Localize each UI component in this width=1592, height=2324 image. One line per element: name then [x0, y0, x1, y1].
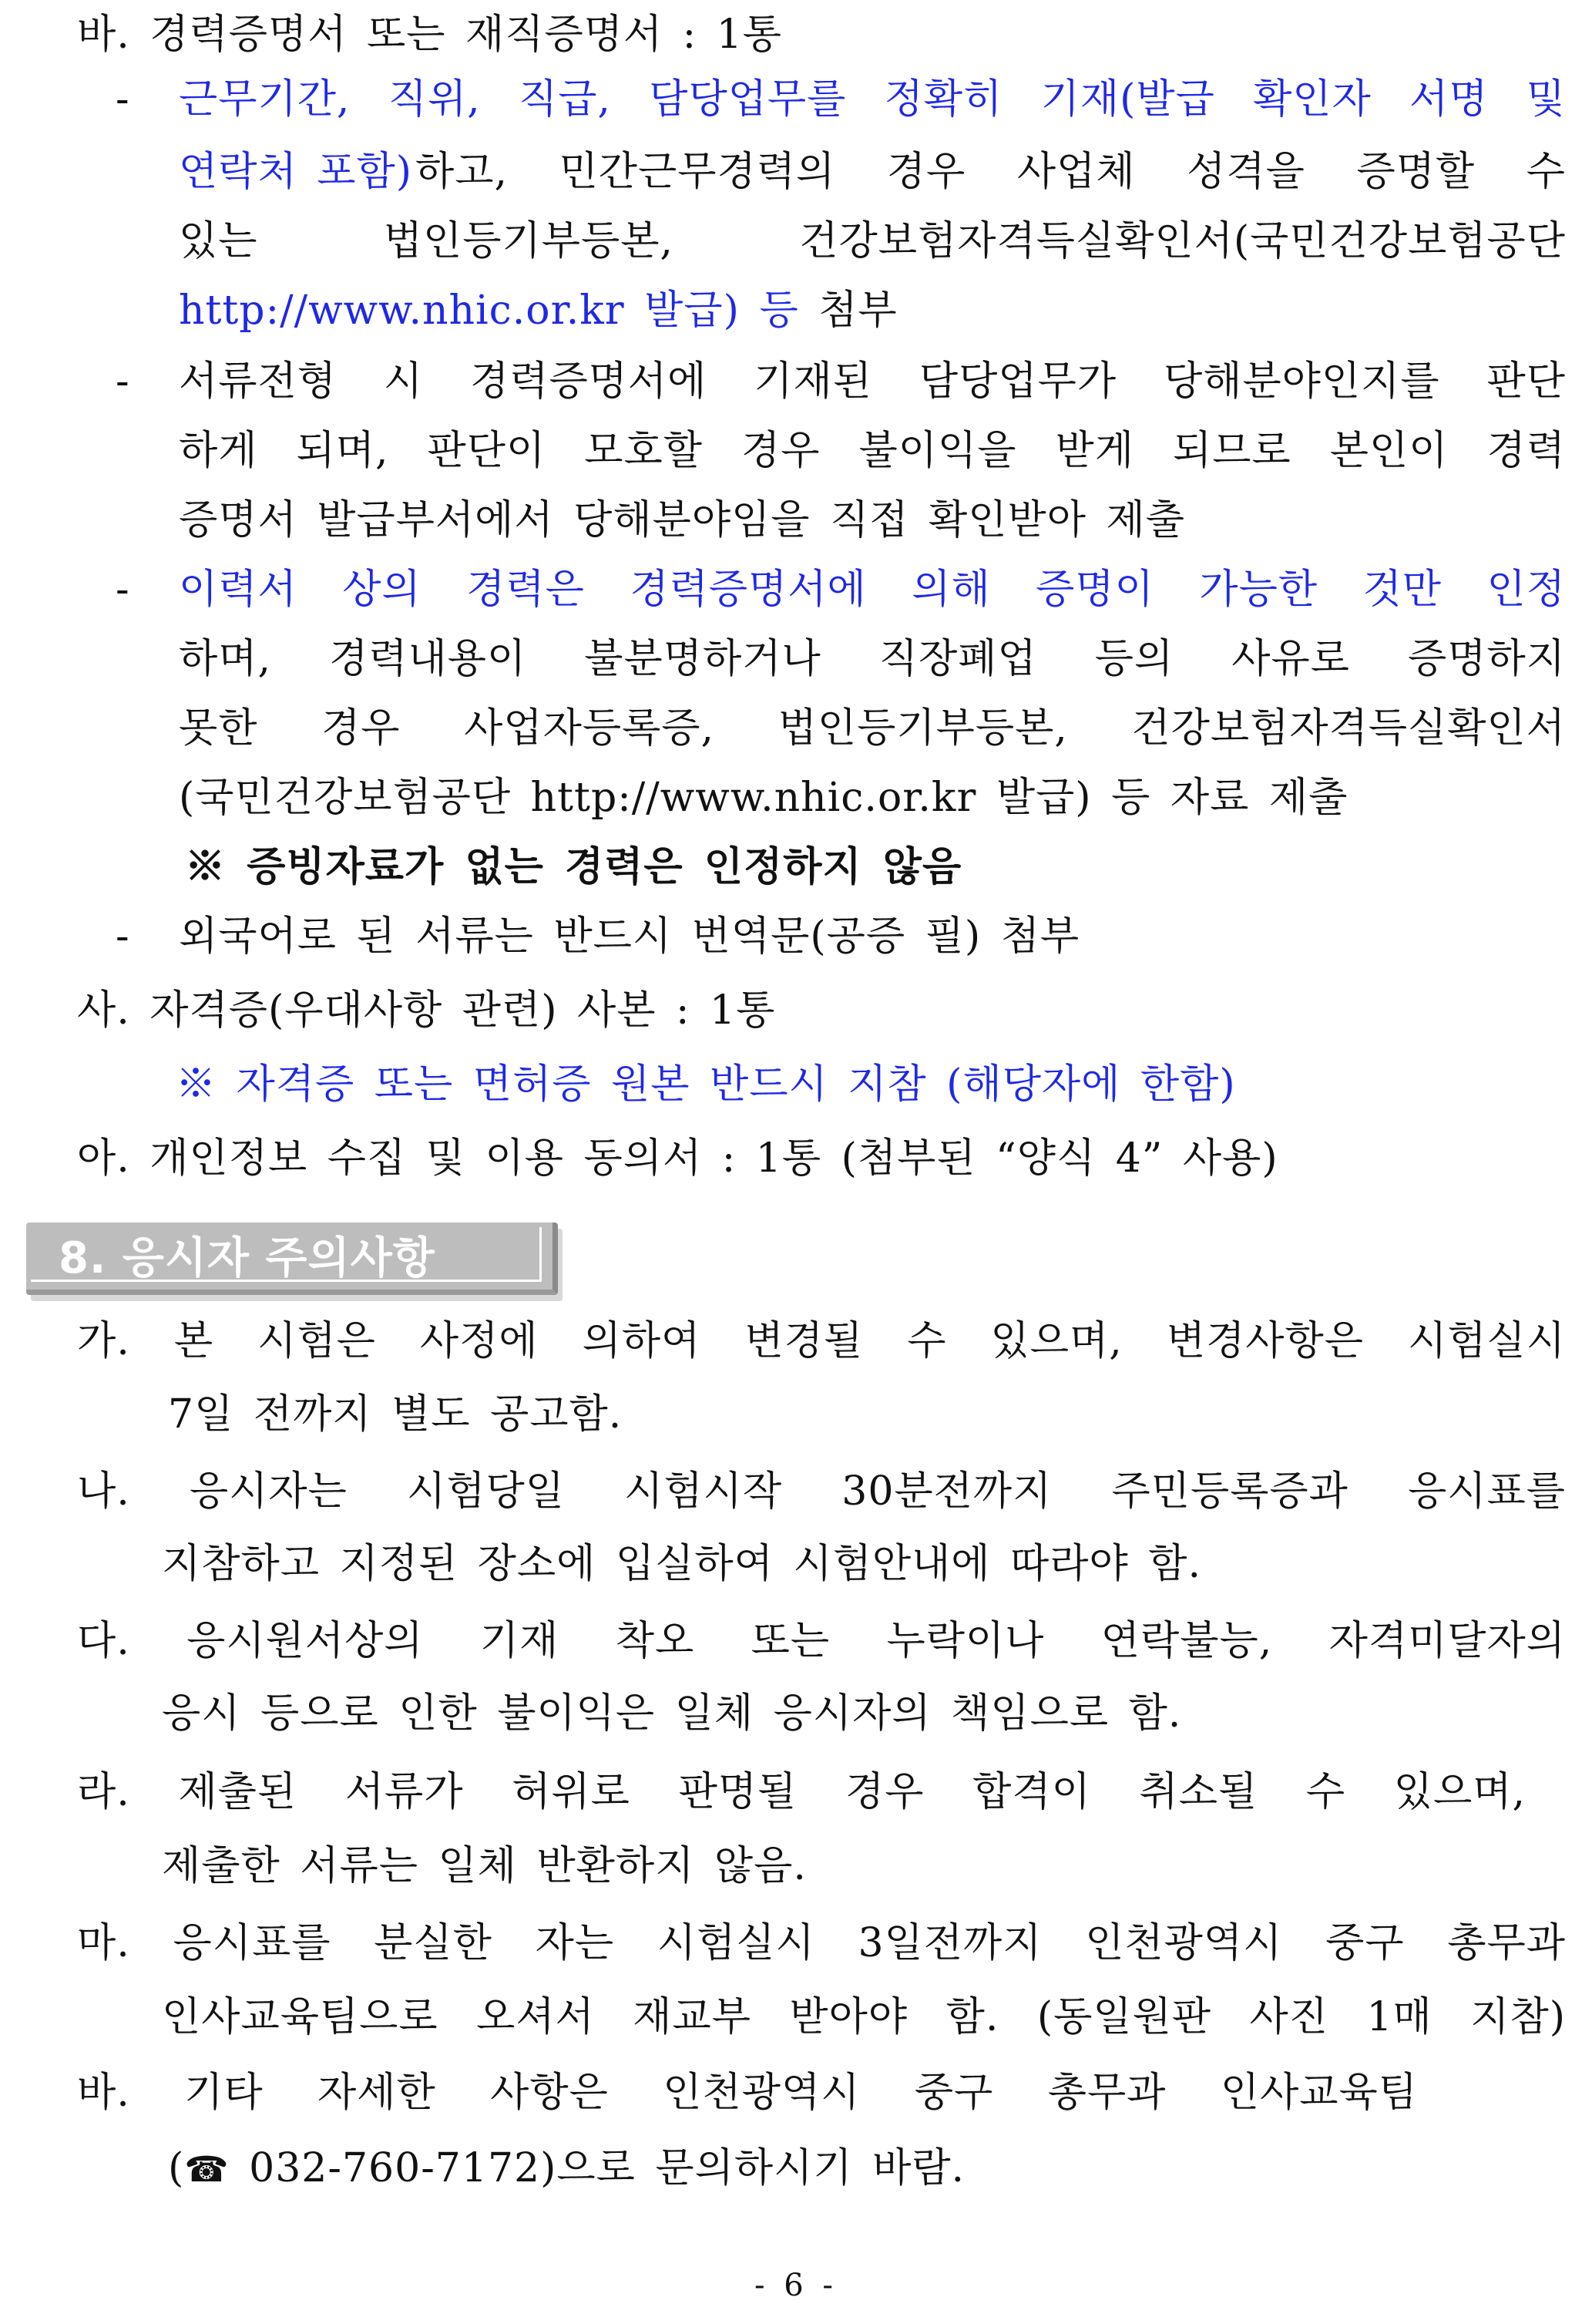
item-da-line-1: 다. 응시원서상의 기재 착오 또는 누락이나 연락불능, 자격미달자의	[77, 1618, 1566, 1664]
bullet-dash: -	[116, 76, 130, 123]
item-ba-certificate: 바. 경력증명서 또는 재직증명서 : 1통	[77, 12, 783, 58]
license-note: ※ 자격증 또는 면허증 원본 반드시 지참 (해당자에 한함)	[176, 1061, 1236, 1108]
item-ga-line-1: 가. 본 시험은 사정에 의하여 변경될 수 있으며, 변경사항은 시험실시	[77, 1318, 1566, 1364]
b1-line-4	[179, 284, 898, 338]
item-na-line-2: 지참하고 지정된 장소에 입실하여 시험안내에 따라야 함.	[162, 1541, 1202, 1587]
b1-line-4-rest: 첨부	[798, 288, 898, 334]
b1-line-2	[179, 145, 1566, 199]
evidence-note: ※ 증빙자료가 없는 경력은 인정하지 않음	[185, 843, 962, 890]
item-sa-license: 사. 자격증(우대사항 관련) 사본 : 1통	[77, 987, 776, 1034]
b2-line-2: 하게 되며, 판단이 모호할 경우 불이익을 받게 되므로 본인이 경력	[179, 428, 1566, 474]
b2-line-3: 증명서 발급부서에서 당해분야임을 직접 확인받아 제출	[179, 497, 1185, 543]
phone-icon: ☎	[184, 2148, 230, 2190]
item-ma-line-1: 마. 응시표를 분실한 자는 시험실시 3일전까지 인천광역시 중구 총무과	[77, 1920, 1566, 1966]
item-ba-line-2-rest: 으로 문의하시기 바람.	[556, 2145, 966, 2191]
item-da-line-2: 응시 등으로 인한 불이익은 일체 응시자의 책임으로 함.	[162, 1690, 1182, 1737]
item-ba-line-1: 바. 기타 자세한 사항은 인천광역시 중구 총무과 인사교육팀	[77, 2070, 1418, 2116]
item-ga-line-2: 7일 전까지 별도 공고함.	[168, 1391, 623, 1438]
b1-line-2-blue: 연락처 포함)	[179, 149, 412, 195]
b3-line-2: 하며, 경력내용이 불분명하거나 직장폐업 등의 사유로 증명하지	[179, 636, 1566, 682]
section-8-header	[26, 1223, 558, 1295]
item-ra-line-2: 제출한 서류는 일체 반환하지 않음.	[162, 1843, 807, 1889]
b1-line-1: 근무기간, 직위, 직급, 담당업무를 정확히 기재(발급 확인자 서명 및	[179, 76, 1566, 123]
bullet-dash: -	[116, 358, 130, 405]
b3-line-3: 못한 경우 사업자등록증, 법인등기부등본, 건강보험자격득실확인서	[179, 705, 1566, 752]
phone-number: 032-760-7172)	[229, 2145, 557, 2191]
bullet-dash: -	[116, 567, 130, 613]
item-ra-line-1: 라. 제출된 서류가 허위로 판명될 경우 합격이 취소될 수 있으며,	[77, 1769, 1526, 1815]
b1-line-3: 있는 법인등기부등본, 건강보험자격득실확인서(국민건강보험공단	[179, 218, 1566, 264]
page-number: - 6 -	[754, 2268, 838, 2303]
phone-paren: (	[168, 2145, 185, 2191]
bullet-dash: -	[116, 913, 130, 960]
section-8-title: 8. 응시자 주의사항	[59, 1233, 435, 1283]
item-a-consent: 아. 개인정보 수집 및 이용 동의서 : 1통 (첨부된 “양식 4” 사용)	[77, 1135, 1278, 1182]
item-na-line-1: 나. 응시자는 시험당일 시험시작 30분전까지 주민등록증과 응시표를	[77, 1468, 1566, 1515]
item-ma-line-2: 인사교육팀으로 오셔서 재교부 받아야 함. (동일원판 사진 1매 지참)	[162, 1994, 1566, 2040]
b1-line-2-rest: 하고, 민간근무경력의 경우 사업체 성격을 증명할 수	[415, 149, 1566, 195]
b3-line-1: 이력서 상의 경력은 경력증명서에 의해 증명이 가능한 것만 인정	[179, 567, 1566, 613]
nhic-link-text: http://www.nhic.or.kr 발급) 등	[179, 288, 799, 334]
b2-line-1: 서류전형 시 경력증명서에 기재된 담당업무가 당해분야인지를 판단	[179, 358, 1566, 405]
item-ba-line-2	[168, 2141, 965, 2196]
b3-line-4: (국민건강보험공단 http://www.nhic.or.kr 발급) 등 자료 제출	[179, 775, 1348, 821]
b4-line-1: 외국어로 된 서류는 반드시 번역문(공증 필) 첨부	[179, 913, 1080, 960]
